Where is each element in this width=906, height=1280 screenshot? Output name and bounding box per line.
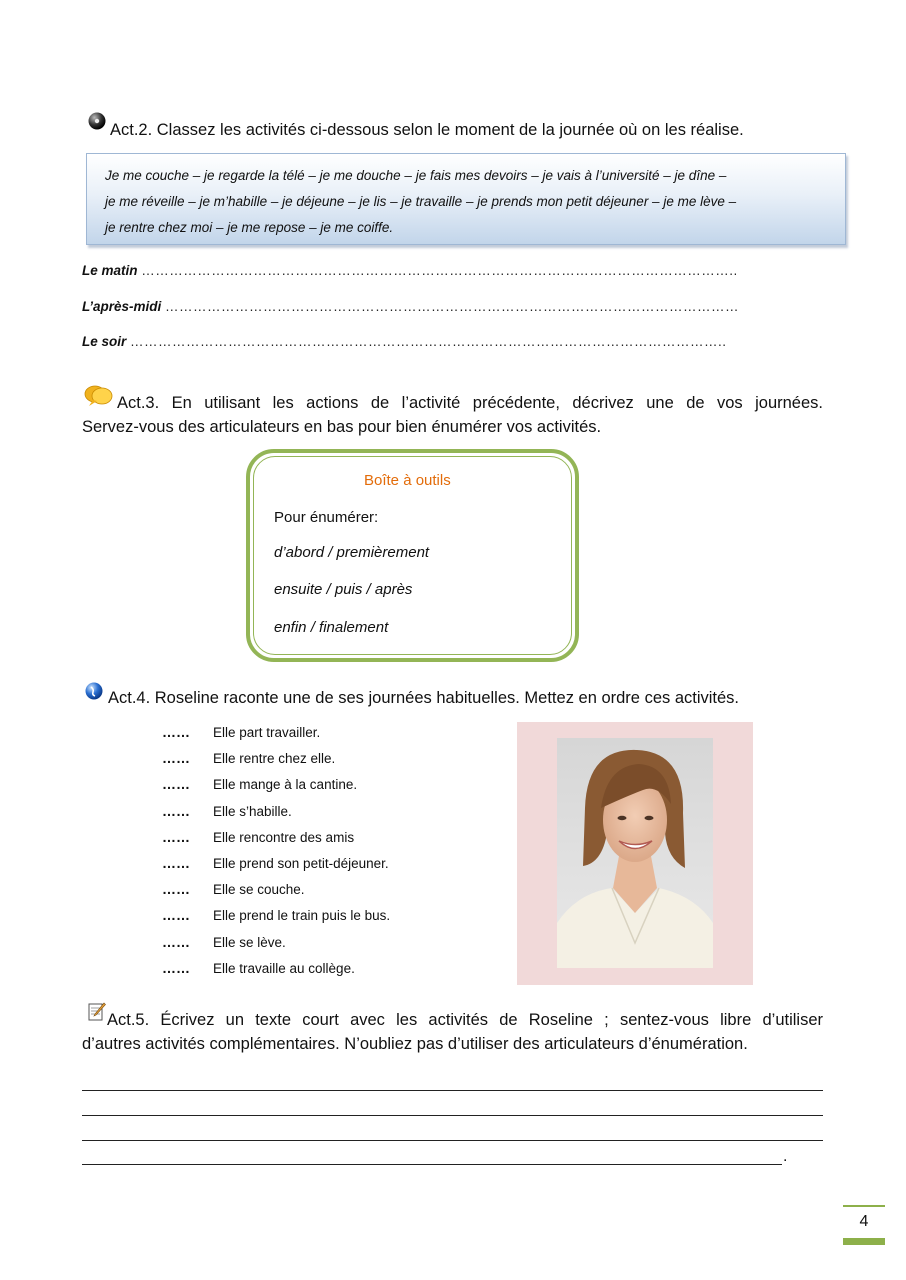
word-line: Je me couche – je regarde la télé – je me douche – je fais mes devoirs – je vais à l’université – je dîne – bbox=[105, 168, 727, 183]
order-blank[interactable]: …… bbox=[162, 881, 190, 897]
act5-title-line: d’autres activités complémentaires. N’oubliez pas d’utiliser des articulateurs d’énumération. bbox=[82, 1035, 748, 1053]
page-number-bottom-bar bbox=[843, 1238, 885, 1245]
moment-apres-midi bbox=[82, 299, 739, 314]
word-line: je rentre chez moi – je me repose – je me coiffe. bbox=[105, 220, 394, 235]
activity-item: Elle prend le train puis le bus. bbox=[213, 908, 391, 923]
answer-dots[interactable]: ……………………………………………………………………………………………………………….. bbox=[141, 263, 738, 278]
order-blank[interactable]: …… bbox=[162, 724, 190, 740]
activity-item: Elle mange à la cantine. bbox=[213, 777, 358, 792]
act3-title-line: Servez-vous des articulateurs en bas pour bien énumérer vos activités. bbox=[82, 418, 602, 436]
activities-word-box bbox=[86, 153, 846, 245]
act4-title: Act.4. Roseline raconte une de ses journées habituelles. Mettez en ordre ces activités. bbox=[108, 689, 740, 707]
toolbox-item: enfin / finalement bbox=[274, 619, 389, 636]
activity-item: Elle se lève. bbox=[213, 935, 286, 950]
moment-matin bbox=[82, 263, 738, 278]
activity-item: Elle travaille au collège. bbox=[213, 961, 355, 976]
order-blank[interactable]: …… bbox=[162, 776, 190, 792]
order-blank[interactable]: …… bbox=[162, 750, 190, 766]
toolbox-heading: Boîte à outils bbox=[364, 472, 451, 489]
act3-title bbox=[82, 391, 823, 439]
act2-title: Act.2. Classez les activités ci-dessous selon le moment de la journée où on les réalise. bbox=[110, 121, 744, 139]
activity-item: Elle rencontre des amis bbox=[213, 830, 355, 845]
moment-label: L’après-midi bbox=[82, 299, 162, 314]
page-number: 4 bbox=[859, 1213, 869, 1230]
answer-dots[interactable]: ……………………………………………………………………………………………………………….. bbox=[130, 334, 727, 349]
writing-line[interactable] bbox=[82, 1090, 823, 1091]
act5-title bbox=[82, 1008, 823, 1056]
page-number-top-rule bbox=[843, 1205, 885, 1207]
writing-line[interactable] bbox=[82, 1115, 823, 1116]
moment-soir bbox=[82, 334, 727, 349]
order-blank[interactable]: …… bbox=[162, 855, 190, 871]
word-line: je me réveille – je m’habille – je déjeune – je lis – je travaille – je prends mon petit déjeuner – je me lève – bbox=[105, 194, 737, 209]
writing-line[interactable] bbox=[82, 1140, 823, 1141]
toolbox-intro: Pour énumérer: bbox=[274, 509, 379, 526]
moment-label: Le soir bbox=[82, 334, 127, 349]
writing-line[interactable] bbox=[82, 1164, 782, 1165]
woman-portrait-photo bbox=[557, 738, 713, 968]
activity-item: Elle rentre chez elle. bbox=[213, 751, 336, 766]
globe-icon bbox=[85, 682, 103, 700]
moment-label: Le matin bbox=[82, 263, 138, 278]
toolbox-item: ensuite / puis / après bbox=[274, 581, 413, 598]
order-blank[interactable]: …… bbox=[162, 803, 190, 819]
order-blank[interactable]: …… bbox=[162, 829, 190, 845]
activity-item: Elle prend son petit-déjeuner. bbox=[213, 856, 389, 871]
order-blank[interactable]: …… bbox=[162, 907, 190, 923]
act3-title-line: Act.3. En utilisant les actions de l’activité précédente, décrivez une de vos journées. bbox=[117, 394, 823, 412]
toolbox-item: d’abord / premièrement bbox=[274, 544, 430, 561]
end-period: . bbox=[783, 1148, 788, 1165]
activity-item: Elle s’habille. bbox=[213, 804, 292, 819]
activity-item: Elle part travailler. bbox=[213, 725, 321, 740]
order-blank[interactable]: …… bbox=[162, 934, 190, 950]
act5-title-line: Act.5. Écrivez un texte court avec les activités de Roseline ; sentez-vous libre d’utiliser bbox=[107, 1011, 823, 1029]
activity-item: Elle se couche. bbox=[213, 882, 305, 897]
order-blank[interactable]: …… bbox=[162, 960, 190, 976]
disc-icon bbox=[88, 112, 106, 130]
answer-dots[interactable]: …………………………………………………………………………………………………………… bbox=[165, 299, 740, 314]
